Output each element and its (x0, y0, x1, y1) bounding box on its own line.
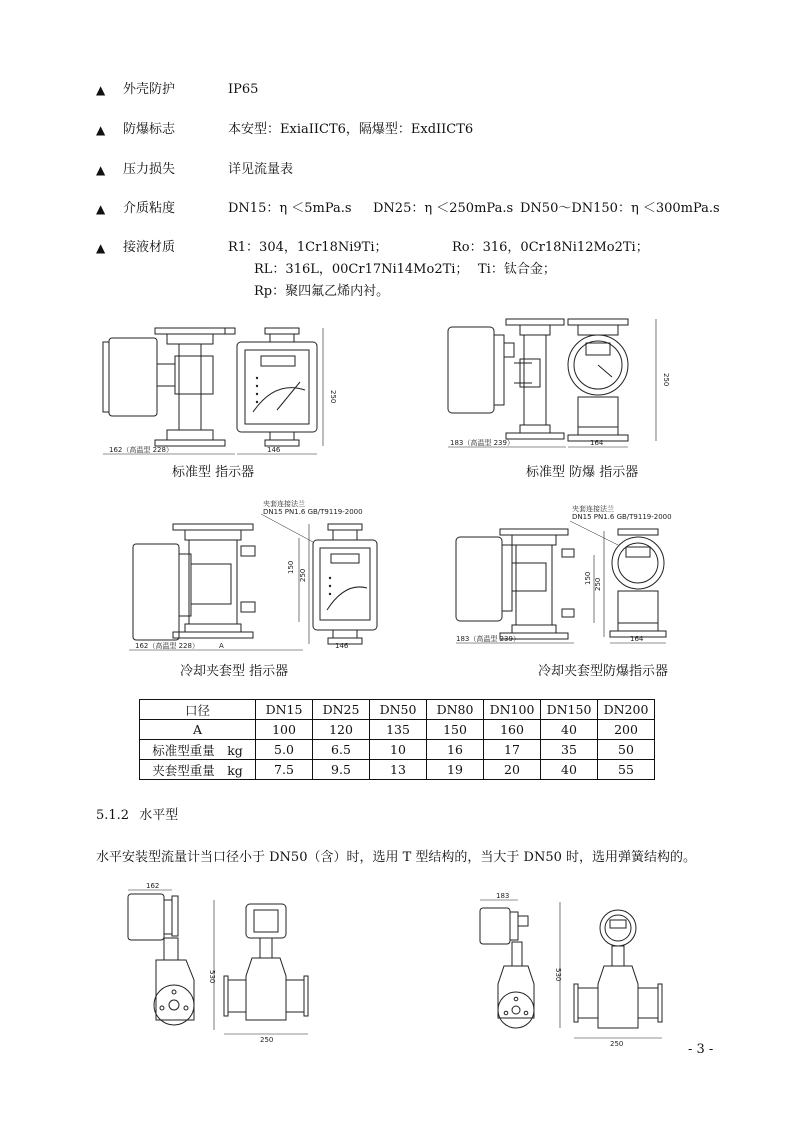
table-cell: 7.5 (256, 760, 313, 780)
jacket-note: DN15 PN1.6 GB/T9119-2000 (572, 513, 672, 521)
spec-label: 外壳防护 (123, 82, 176, 97)
table-cell: 135 (370, 720, 427, 740)
spec-label: 压力损失 (123, 162, 176, 177)
section-heading (96, 804, 178, 823)
spec-row-viscosity (96, 198, 720, 220)
spec-value: 本安型：ExiaIICT6，隔爆型：ExdIICT6 (228, 122, 474, 137)
bullet-triangle-icon: ▲ (96, 83, 106, 97)
dim-left: 162（高温型 228） (135, 642, 199, 650)
figure-standard-explosion-indicator (440, 313, 670, 463)
spec-value: IP65 (228, 82, 259, 97)
dim-width: 146 (267, 446, 281, 454)
table-cell: 夹套型重量 kg (140, 760, 256, 780)
spec-value: Ro：316，0Cr18Ni12Mo2Ti； (452, 240, 649, 255)
dim-height: 250 (594, 577, 602, 591)
section-title: 水平型 (139, 808, 179, 823)
spec-row-material (96, 237, 716, 259)
figure-caption: 标准型 防爆 指示器 (526, 465, 639, 480)
table-cell: 16 (427, 740, 484, 760)
table-header-cell: DN150 (541, 700, 598, 720)
table-cell: 40 (541, 720, 598, 740)
figure-caption: 标准型 指示器 (172, 465, 255, 480)
table-cell: A (140, 720, 256, 740)
table-header-cell: DN100 (484, 700, 541, 720)
table-cell: 35 (541, 740, 598, 760)
table-cell: 160 (484, 720, 541, 740)
spec-value: DN50～DN150：η ＜300mPa.s (520, 201, 720, 216)
jacket-note: 夹套连接法兰 (572, 505, 614, 513)
table-header-cell: DN15 (256, 700, 313, 720)
dim-height: 530 (208, 970, 216, 984)
bullet-triangle-icon: ▲ (96, 241, 106, 255)
table-cell: 13 (370, 760, 427, 780)
table-cell: 120 (313, 720, 370, 740)
section-number: 5.1.2 (96, 808, 130, 823)
jacket-note: 夹套连接法兰 (263, 500, 305, 508)
table-row (140, 760, 655, 780)
table-cell: 19 (427, 760, 484, 780)
spec-label: 介质粘度 (123, 201, 176, 216)
table-cell: 5.0 (256, 740, 313, 760)
dim-width: 146 (335, 642, 349, 650)
table-cell: 17 (484, 740, 541, 760)
spec-label: 接液材质 (123, 240, 176, 255)
table-header-cell: DN25 (313, 700, 370, 720)
table-cell: 150 (427, 720, 484, 740)
table-header-cell: DN80 (427, 700, 484, 720)
spec-value: Rp：聚四氟乙烯内衬。 (254, 284, 390, 299)
dim-width: 164 (590, 439, 604, 447)
table-cell: 40 (541, 760, 598, 780)
dim-left: 162 (146, 882, 160, 890)
dim-left: 183（高温型 239） (456, 635, 520, 643)
table-header-cell: DN50 (370, 700, 427, 720)
bullet-triangle-icon: ▲ (96, 123, 106, 137)
table-row (140, 720, 655, 740)
table-cell: 6.5 (313, 740, 370, 760)
spec-value: 详见流量表 (228, 162, 294, 177)
dim-a: A (219, 642, 224, 650)
dim-height: 250 (299, 568, 307, 582)
figure-horizontal-spring-type (470, 888, 670, 1048)
body-paragraph: 水平安装型流量计当口径小于 DN50（含）时，选用 T 型结构的，当大于 DN50 时，选用弹簧结构的。 (96, 850, 697, 865)
dim-width: 250 (610, 1040, 624, 1048)
table-cell: 9.5 (313, 760, 370, 780)
dim-left: 162（高温型 228） (109, 446, 173, 454)
dim-height: 250 (329, 390, 337, 404)
dim-width: 250 (260, 1036, 274, 1044)
dim-width: 164 (630, 635, 644, 643)
table-cell: 10 (370, 740, 427, 760)
spec-value: RL：316L，00Cr17Ni14Mo2Ti； (254, 262, 469, 277)
table-header-row (140, 700, 655, 720)
bullet-triangle-icon: ▲ (96, 163, 106, 177)
table-cell: 200 (598, 720, 655, 740)
figure-standard-indicator (95, 320, 350, 462)
spec-label: 防爆标志 (123, 122, 176, 137)
dim-height-inner: 150 (287, 560, 295, 574)
dim-left: 183 (496, 892, 510, 900)
figure-caption: 冷却夹套型 指示器 (180, 664, 289, 679)
table-cell: 标准型重量 kg (140, 740, 256, 760)
dim-height: 250 (662, 373, 670, 387)
table-row (140, 740, 655, 760)
bullet-triangle-icon: ▲ (96, 202, 106, 216)
figure-horizontal-t-type (116, 880, 316, 1045)
figure-caption: 冷却夹套型防爆指示器 (538, 664, 669, 679)
page-number: - 3 - (688, 1042, 714, 1057)
table-cell: 55 (598, 760, 655, 780)
table-cell: 20 (484, 760, 541, 780)
table-header-cell: DN200 (598, 700, 655, 720)
dimension-weight-table (139, 699, 655, 780)
figure-jacket-indicator (123, 498, 383, 658)
dim-left: 183（高温型 239） (450, 439, 514, 447)
dim-height-inner: 150 (584, 571, 592, 585)
table-header-cell: 口径 (140, 700, 256, 720)
spec-value: DN15：η ＜5mPa.s (228, 201, 352, 216)
jacket-note: DN15 PN1.6 GB/T9119-2000 (263, 508, 363, 516)
table-cell: 100 (256, 720, 313, 740)
figure-jacket-explosion-indicator (450, 505, 680, 655)
dim-height: 530 (554, 968, 562, 982)
spec-value: DN25：η ＜250mPa.s (373, 201, 514, 216)
spec-value: Ti：钛合金； (478, 262, 556, 277)
table-cell: 50 (598, 740, 655, 760)
spec-value: R1：304，1Cr18Ni9Ti； (228, 240, 388, 255)
